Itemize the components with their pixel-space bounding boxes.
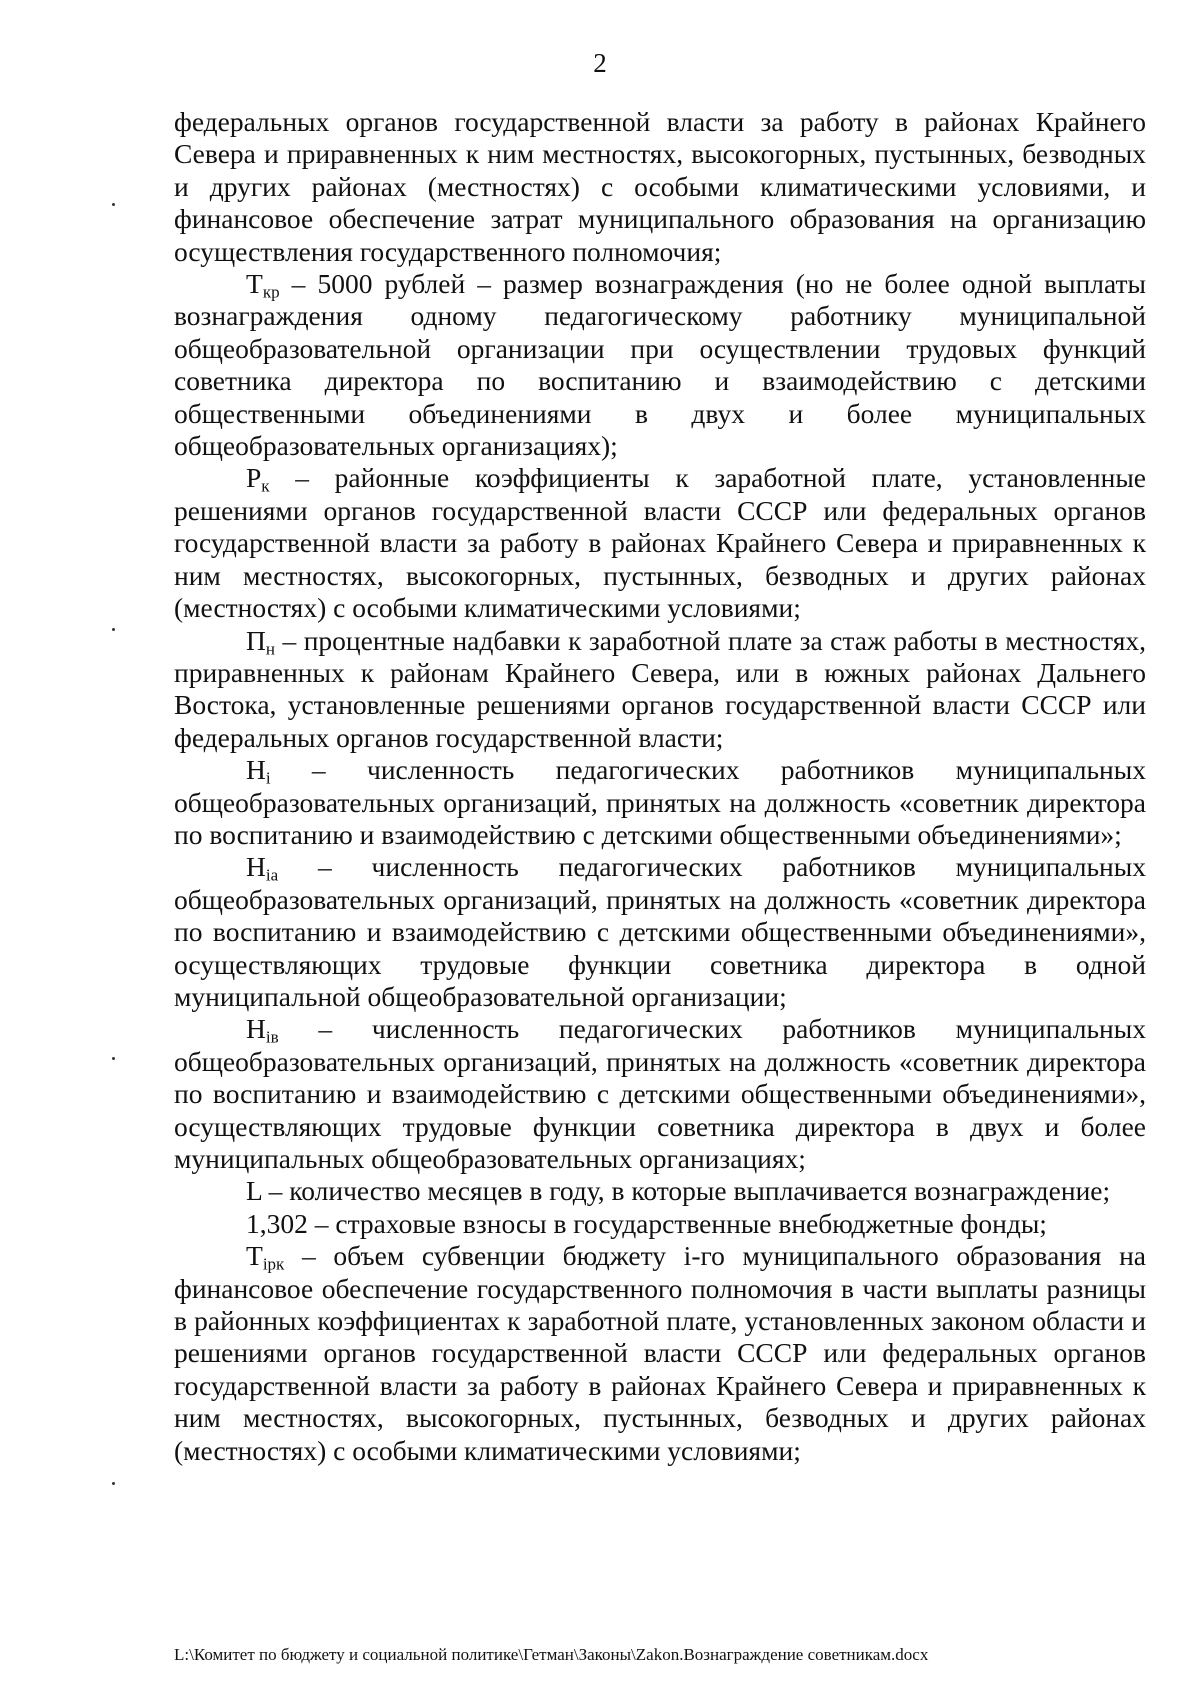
paragraph-text: – 5000 рублей – размер вознаграждения (но не более одной выплаты вознаграждения одному педагогическому работнику муниципальной общеобразовательной организации при осуществлении трудовых функций советника директора по воспитанию и взаимодействию с детскими общественными объединениями в двух и более муниципальных общеобразовательных организациях);	[174, 268, 1146, 462]
definition-insurance	[174, 1208, 1146, 1240]
paragraph-continuation	[174, 106, 1146, 268]
symbol: Н	[246, 1013, 266, 1045]
symbol-subscript: к	[261, 476, 270, 496]
definition-n-ia	[174, 851, 1146, 1013]
paragraph-text: – объем субвенции бюджету i-го муниципального образования на финансовое обеспечение государственного полномочия в части выплаты разницы в районных коэффициентах к заработной плате, установленных законом области и решениями органов государственной власти СССР или федеральных органов государственной власти за работу в районах Крайнего Севера и приравненных к ним местностях, высокогорных, пустынных, безводных и других районах (местностях) с особыми климатическими условиями;	[174, 1240, 1146, 1466]
definition-l	[174, 1175, 1146, 1207]
margin-dot	[112, 1482, 115, 1485]
symbol: Н	[246, 754, 266, 786]
definition-r-k	[174, 462, 1146, 624]
page-number: 2	[593, 48, 607, 78]
symbol-subscript: iрк	[262, 1254, 285, 1274]
paragraph-text: – процентные надбавки к заработной плате за стаж работы в местностях, приравненных к районам Крайнего Севера, или в южных районах Дальнего Востока, установленные решениями органов государственной власти СССР или федеральных органов государственной власти;	[174, 624, 1146, 753]
symbol-subscript: i	[265, 768, 271, 788]
symbol-subscript: н	[265, 638, 275, 658]
paragraph-text: 1,302 – страховые взносы в государственные внебюджетные фонды;	[246, 1207, 1047, 1239]
definition-n-i	[174, 754, 1146, 851]
symbol-subscript: кр	[262, 282, 280, 302]
paragraph-text: – численность педагогических работников муниципальных общеобразовательных организаций, принятых на должность «советник директора по воспитанию и взаимодействию с детскими общественными объединениями», осуществляющих трудовые функции советника директора в одной муниципальной общеобразовательной организации;	[174, 851, 1146, 1012]
paragraph-text: – численность педагогических работников муниципальных общеобразовательных организаций, принятых на должность «советник директора по воспитанию и взаимодействию с детскими общественными объединениями», осуществляющих трудовые функции советника директора в двух и более муниципальных общеобразовательных организациях;	[174, 1013, 1146, 1174]
document-body	[174, 106, 1146, 1467]
symbol: Т	[246, 1240, 263, 1272]
paragraph-text: L – количество месяцев в году, в которые выплачивается вознаграждение;	[246, 1175, 1111, 1207]
definition-p-n	[174, 625, 1146, 755]
symbol-subscript: iв	[265, 1027, 279, 1047]
symbol-subscript: iа	[265, 865, 279, 885]
symbol: Р	[246, 462, 262, 494]
paragraph-text: – численность педагогических работников муниципальных общеобразовательных организаций, принятых на должность «советник директора по воспитанию и взаимодействию с детскими общественными объединениями»;	[174, 754, 1146, 850]
definition-n-iv	[174, 1013, 1146, 1175]
margin-dot	[112, 1057, 115, 1060]
definition-t-irk	[174, 1240, 1146, 1467]
file-path-footer: L:\Комитет по бюджету и социальной политике\Гетман\Законы\Zakon.Вознаграждение советникам.docx	[174, 1645, 929, 1664]
symbol: Н	[246, 851, 266, 883]
paragraph-text: – районные коэффициенты к заработной плате, установленные решениями органов государственной власти СССР или федеральных органов государственной власти за работу в районах Крайнего Севера и приравненных к ним местностях, высокогорных, пустынных, безводных и других районах (местностях) с особыми климатическими условиями;	[174, 462, 1146, 624]
definition-t-kr	[174, 268, 1146, 462]
symbol: П	[246, 624, 266, 656]
margin-dot	[112, 203, 115, 206]
margin-dot	[112, 628, 115, 631]
symbol: Т	[246, 268, 263, 300]
paragraph-text: федеральных органов государственной власти за работу в районах Крайнего Севера и приравненных к ним местностях, высокогорных, пустынных, безводных и других районах (местностях) с особыми климатическими условиями, и финансовое обеспечение затрат муниципального образования на организацию осуществления государственного полномочия;	[174, 106, 1146, 267]
